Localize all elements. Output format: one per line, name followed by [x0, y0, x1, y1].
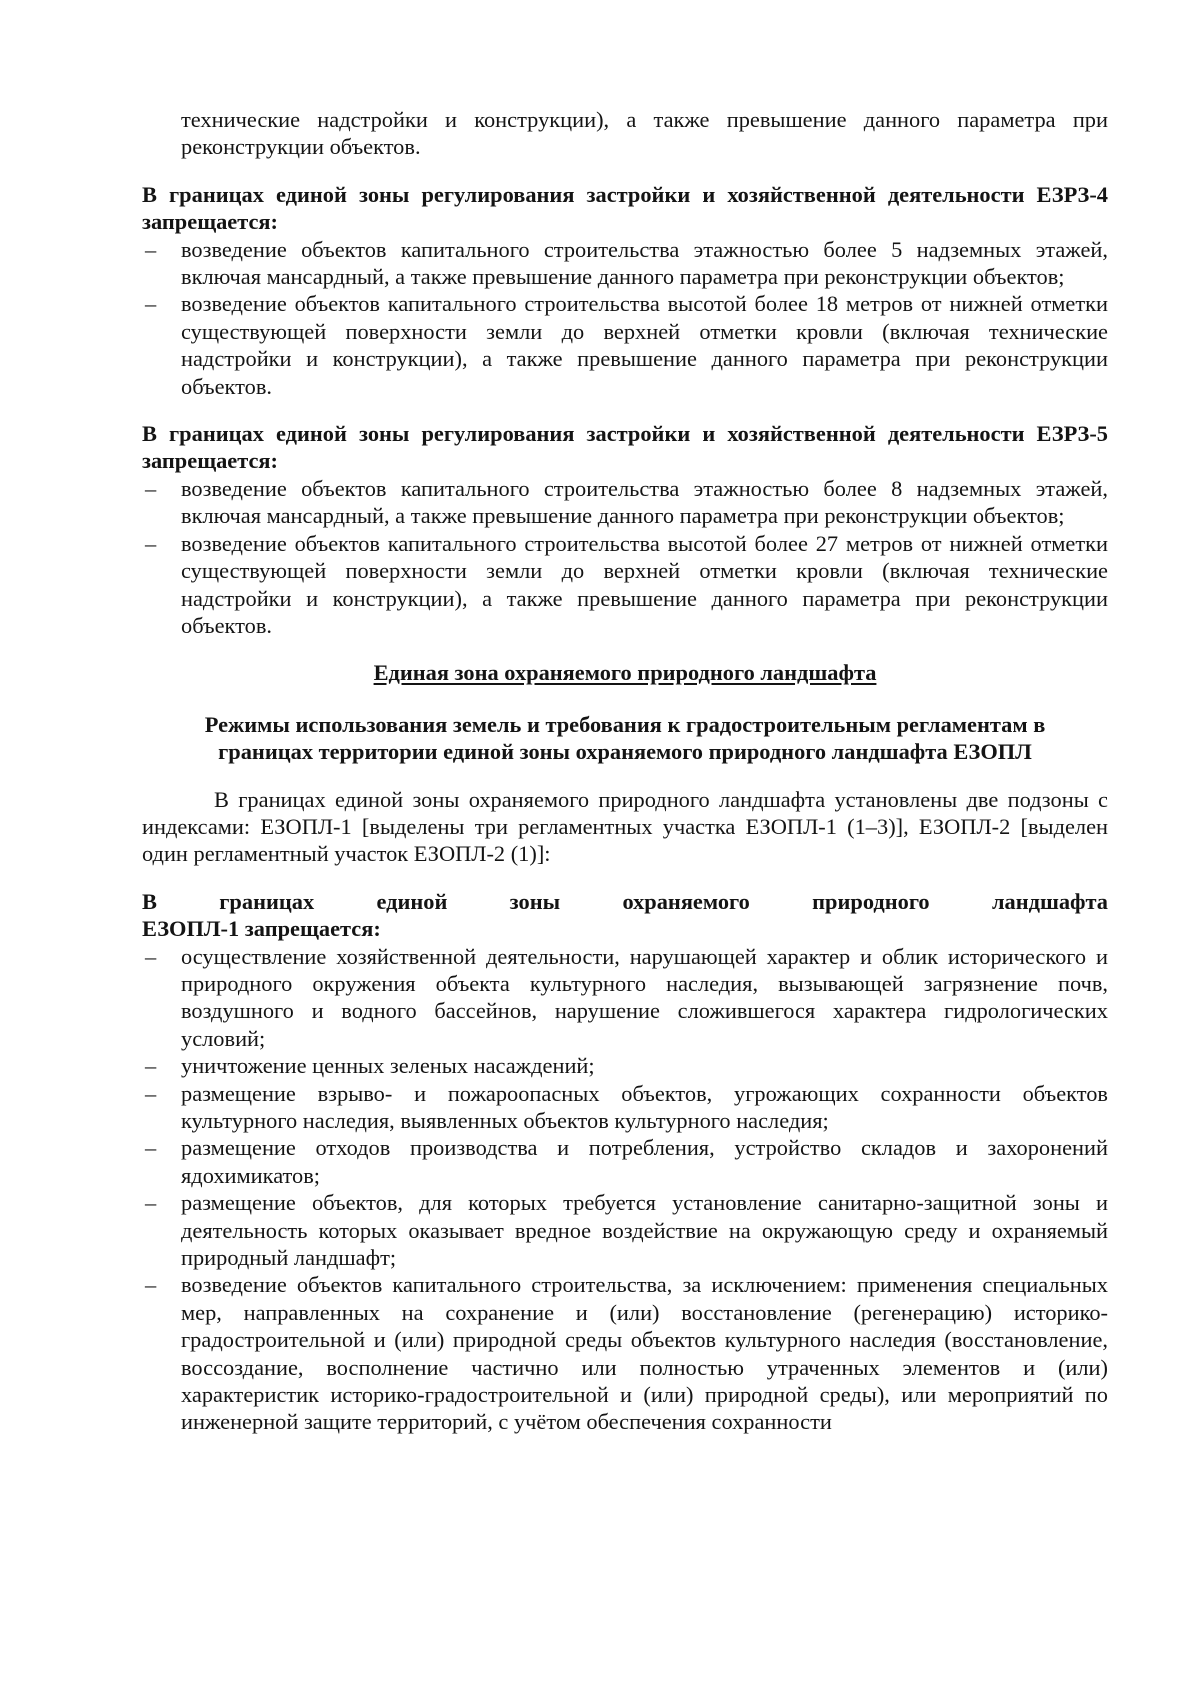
dash-marker: – — [145, 1190, 157, 1216]
ezrz5-heading: В границах единой зоны регулирования застройки и хозяйственной деятельности ЕЗРЗ-5 запрещается: — [142, 421, 1108, 474]
ezopl1-list — [142, 943, 1108, 1436]
continuation-paragraph: технические надстройки и конструкции), а также превышение данного параметра при реконструкции объектов. — [181, 107, 1108, 160]
dash-marker: – — [145, 1135, 157, 1161]
dash-marker: – — [145, 1080, 157, 1106]
section-title: Единая зона охраняемого природного ландшафта — [373, 660, 877, 686]
regime-title-line-2: границах территории единой зоны охраняемого природного ландшафта ЕЗОПЛ — [218, 739, 1032, 765]
list-item: – размещение отходов производства и потребления, устройство складов и захоронений ядохимикатов; — [145, 1135, 1108, 1188]
list-item: – размещение объектов, для которых требуется установление санитарно-защитной зоны и деятельность которых оказывает вредное воздействие на окружающую среду и охраняемый природный ландшафт; — [145, 1190, 1108, 1271]
dash-marker: – — [145, 1053, 157, 1079]
dash-marker: – — [145, 236, 157, 262]
dash-marker: – — [145, 530, 157, 556]
ezrz5-list — [142, 475, 1108, 639]
list-item: – возведение объектов капитального строительства высотой более 18 метров от нижней отметки существующей поверхности земли до верхней отметки кровли (включая технические надстройки и конструкции), а также превышение данного параметра при реконструкции объектов. — [145, 291, 1108, 399]
document-page — [142, 106, 1108, 1436]
ezrz4-heading: В границах единой зоны регулирования застройки и хозяйственной деятельности ЕЗРЗ-4 запрещается: — [142, 181, 1108, 235]
list-item: – возведение объектов капитального строительства этажностью более 8 надземных этажей, включая мансардный, а также превышение данного параметра при реконструкции объектов; — [145, 475, 1108, 529]
regime-title-line-1: Режимы использования земель и требования к градостроительным регламентам в — [204, 711, 1046, 737]
list-item: – размещение взрыво- и пожароопасных объектов, угрожающих сохранности объектов культурного наследия, выявленных объектов культурного наследия; — [145, 1080, 1108, 1133]
dash-marker: – — [145, 943, 157, 969]
ezopl1-heading-line-1: В границах единой зоны охраняемого природного ландшафта — [142, 888, 1108, 914]
list-item: – уничтожение ценных зеленых насаждений; — [145, 1053, 595, 1079]
intro-paragraph: В границах единой зоны охраняемого природного ландшафта установлены две подзоны с индексами: ЕЗОПЛ-1 [выделены три регламентных участка ЕЗОПЛ-1 (1–3)], ЕЗОПЛ-2 [выделен один регламентный участок ЕЗОПЛ-2 (1)]: — [142, 786, 1108, 867]
dash-marker: – — [145, 475, 157, 501]
ezrz4-list — [142, 236, 1108, 400]
dash-marker: – — [145, 1272, 157, 1298]
dash-marker: – — [145, 291, 157, 317]
list-item: – возведение объектов капитального строительства этажностью более 5 надземных этажей, включая мансардный, а также превышение данного параметра при реконструкции объектов; — [145, 236, 1108, 290]
list-item: – осуществление хозяйственной деятельности, нарушающей характер и облик исторического и природного окружения объекта культурного наследия, вызывающей загрязнение почв, воздушного и водного бассейнов, нарушение сложившегося характера гидрологических условий; — [145, 943, 1108, 1051]
list-item: – возведение объектов капитального строительства, за исключением: применения специальных мер, направленных на сохранение и (или) восстановление (регенерацию) историко-градостроительной и (или) природной среды объектов культурного наследия (восстановление, воссоздание, восполнение частично или полностью утраченных элементов и (или) характеристик историко-градостроительной и (или) природной среды), или мероприятий по инженерной защите территорий, с учётом обеспечения сохранности — [145, 1272, 1108, 1435]
list-item: – возведение объектов капитального строительства высотой более 27 метров от нижней отметки существующей поверхности земли до верхней отметки кровли (включая технические надстройки и конструкции), а также превышение данного параметра при реконструкции объектов. — [145, 530, 1108, 638]
ezopl1-heading-line-2: ЕЗОПЛ-1 запрещается: — [142, 916, 381, 942]
